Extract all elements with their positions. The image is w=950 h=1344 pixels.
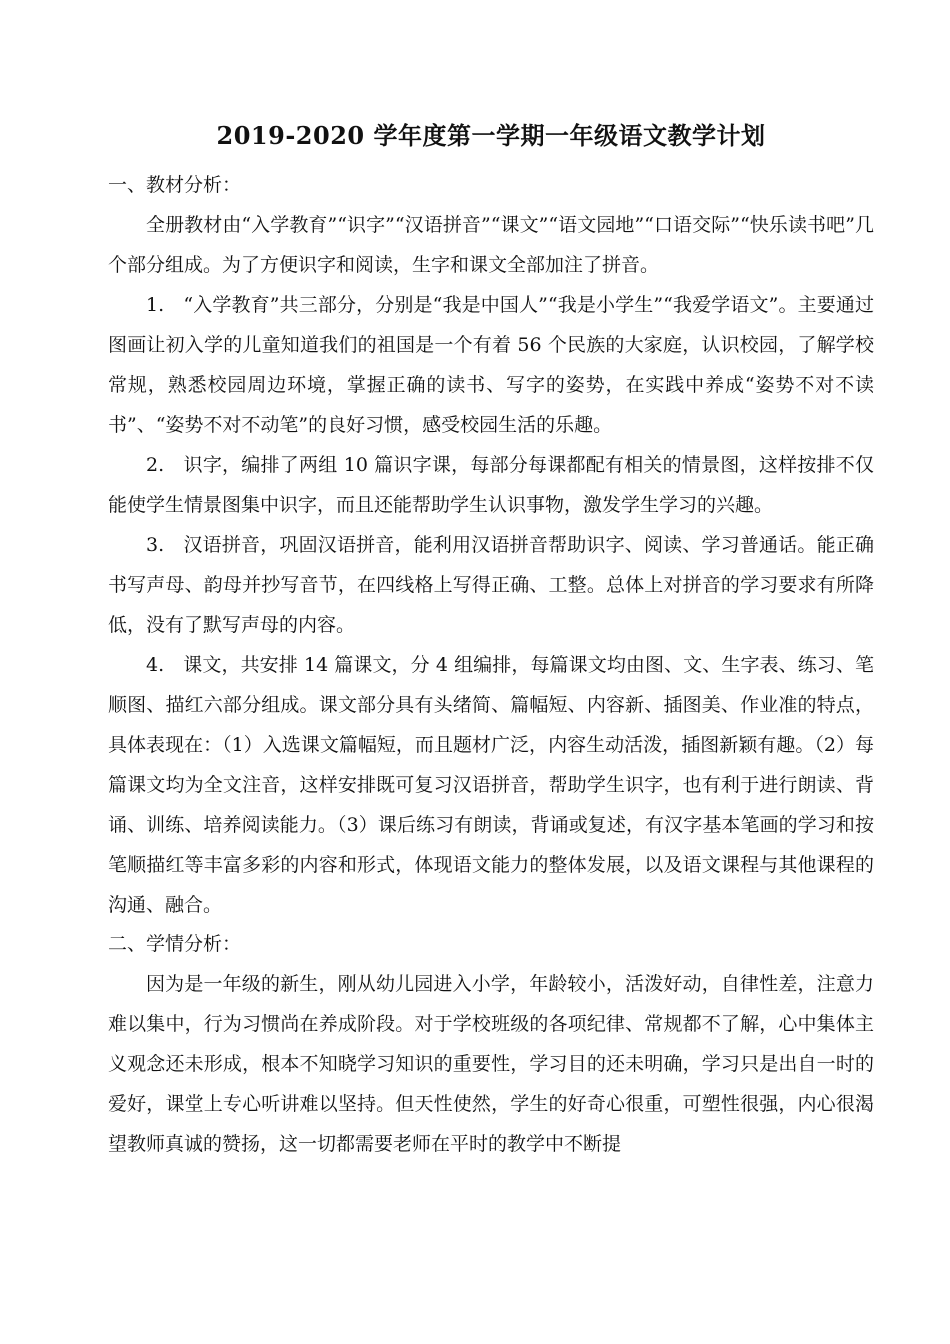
- paragraph-item-4: 4. 课文，共安排 14 篇课文，分 4 组编排，每篇课文均由图、文、生字表、练习、笔顺图、描红六部分组成。课文部分具有头绪简、篇幅短、内容新、插图美、作业准的特点，具体表现在：（1）入选课文篇幅短，而且题材广泛，内容生动活泼，插图新颖有趣。（2）每篇课文均为全文注音，这样安排既可复习汉语拼音，帮助学生识字，也有利于进行朗读、背诵、训练、培养阅读能力。（3）课后练习有朗读，背诵或复述，有汉字基本笔画的学习和按笔顺描红等丰富多彩的内容和形式，体现语文能力的整体发展，以及语文课程与其他课程的沟通、融合。: [108, 654, 874, 916]
- paragraph-item-2: 2. 识字，编排了两组 10 篇识字课，每部分每课都配有相关的情景图，这样按排不仅能使学生情景图集中识字，而且还能帮助学生认识事物，激发学生学习的兴趣。: [108, 454, 874, 516]
- paragraph-overview: 全册教材由“入学教育”“识字”“汉语拼音”“课文”“语文园地”“口语交际”“快乐读书吧”几个部分组成。为了方便识字和阅读，生字和课文全部加注了拼音。: [108, 214, 874, 276]
- paragraph-item-1: 1. “入学教育”共三部分，分别是“我是中国人”“我是小学生”“我爱学语文”。主要通过图画让初入学的儿童知道我们的祖国是一个有着 56 个民族的大家庭，认识校园，了解学校常规，熟悉校园周边环境，掌握正确的读书、写字的姿势，在实践中养成“姿势不对不读书”、“姿势不对不动笔”的良好习惯，感受校园生活的乐趣。: [108, 294, 874, 436]
- paragraph-student-analysis: 因为是一年级的新生，刚从幼儿园进入小学，年龄较小，活泼好动，自律性差，注意力难以集中，行为习惯尚在养成阶段。对于学校班级的各项纪律、常规都不了解，心中集体主义观念还未形成，根本不知晓学习知识的重要性，学习目的还未明确，学习只是出自一时的爱好，课堂上专心听讲难以坚持。但天性使然，学生的好奇心很重，可塑性很强，内心很渴望教师真诚的赞扬，这一切都需要老师在平时的教学中不断提: [108, 973, 874, 1155]
- paragraph-item-3: 3. 汉语拼音，巩固汉语拼音，能利用汉语拼音帮助识字、阅读、学习普通话。能正确书写声母、韵母并抄写音节，在四线格上写得正确、工整。总体上对拼音的学习要求有所降低，没有了默写声母的内容。: [108, 534, 874, 636]
- section-heading-textbook-analysis: 一、教材分析：: [108, 174, 242, 196]
- section-heading-student-analysis: 二、学情分析：: [108, 933, 242, 955]
- document-title: 2019-2020 学年度第一学期一年级语文教学计划: [216, 121, 766, 150]
